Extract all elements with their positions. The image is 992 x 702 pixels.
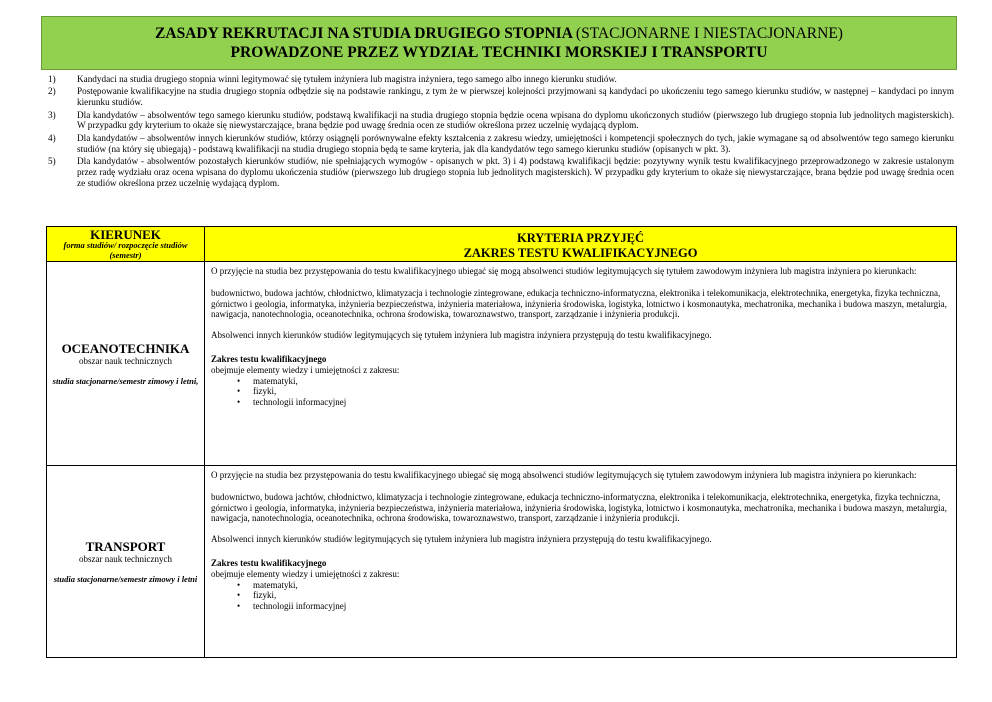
rule-number: 2) [48,86,56,97]
criteria-cell [205,262,957,466]
rule-text: Dla kandydatów - absolwentów pozostałych kierunków studiów, nie spełniających wymogów - opisanych w pkt. 3) i 4) podstawą kwalifikacji będzie: pozytywny wynik testu kwalifikacyjnego przeprowadzonego w zakresie ustalonym przez radę wydziału oraz ocena wpisana do dyplomu ukończenia studiów (pierwszego lub drugiego stopnia lub jednolitych magisterskich). W przypadku gdy kryterium to okaże się niewystarczające, brana będzie pod uwagę średnia ocen ze studiów określona przez uczelnię wydającą dyplom. [77,155,954,188]
zakres-title: Zakres testu kwalifikacyjnego [211,557,327,568]
rule-text: Kandydaci na studia drugiego stopnia winni legitymować się tytułem inżyniera lub magistra inżyniera, tego samego albo innego kierunku studiów. [77,74,617,84]
program-name: TRANSPORT [85,538,166,554]
kierunek-subheading: forma studiów/ rozpoczęcie studiów (semestr) [63,240,188,260]
criteria-cell [205,466,957,658]
rule-item [48,156,954,188]
table-header-kryteria [205,227,957,262]
header-title: ZASADY REKRUTACJI NA STUDIA DRUGIEGO STOPNIA [155,25,573,42]
program-area: obszar nauk technicznych [79,355,172,366]
table-header-row [47,227,957,262]
table-row [47,466,957,658]
rule-text: Postępowanie kwalifikacyjne na studia drugiego stopnia odbędzie się na podstawie rankingu, z tym że w pierwszej kolejności przyjmowani są kandydaci po ukończeniu tego samego kierunku studiów, w następnej – kandydaci po innym kierunku studiów. [77,86,954,108]
program-cell [47,466,205,658]
list-item: • fizyki, [237,590,950,601]
rule-number: 1) [48,74,56,84]
criteria-fields: budownictwo, budowa jachtów, chłodnictwo, klimatyzacja i technologie zintegrowane, edukacja techniczno-informatyczna, elektronika i telekomunikacja, elektrotechnika, energetyka, fizyka techniczna, górnictwo i geologia, informatyka, inżynieria bezpieczeństwa, inżynieria materiałowa, inżynieria środowiska, logistyka, lotnictwo i kosmonautyka, mechatronika, mechanika i budowa maszyn, metalurgia, nawigacja, nanotechnologia, oceanotechnika, ochrona środowiska, towaroznawstwo, transport, zarządzanie i inżynieria produkcji. [211,491,947,524]
header-title-note: (STACJONARNE I NIESTACJONARNE) [575,25,843,42]
zakres-heading: ZAKRES TESTU KWALIFIKACYJNEGO [463,246,698,260]
rule-number: 5) [48,155,56,166]
document-header [41,16,957,70]
program-mode: studia stacjonarne/semestr zimowy i letni [53,573,198,584]
zakres-list [211,376,950,408]
kierunek-heading: KIERUNEK [90,227,161,242]
rule-item [48,133,954,155]
criteria-others: Absolwenci innych kierunków studiów legitymujących się tytułem inżyniera lub magistra inżyniera przystępują do testu kwalifikacyjnego. [211,330,712,341]
table-header-kierunek [47,227,205,262]
rules-list [48,74,954,190]
program-cell [47,262,205,466]
rule-item [48,110,954,132]
rule-item [48,74,954,85]
list-item: • matematyki, [237,376,950,387]
kryteria-heading: KRYTERIA PRZYJĘĆ [516,231,644,245]
program-name: OCEANOTECHNIKA [61,340,190,356]
criteria-intro: O przyjęcie na studia bez przystępowania do testu kwalifikacyjnego ubiegać się mogą absolwenci studiów legitymujących się tytułem zawodowym inżyniera lub magistra inżyniera po kierunkach: [211,470,917,480]
list-item: • technologii informacyjnej [237,397,950,408]
rule-text: Dla kandydatów – absolwentów innych kierunków studiów, którzy osiągnęli porównywalne efekty kształcenia z zakresu wiedzy, umiejętności i kompetencji społecznych do tych, jakie wymagane są od absolwentów tego samego kierunku studiów (na który się ubiegają) - podstawą kwalifikacji na studia drugiego stopnia będą te same kryteria, jak dla kandydatów tego samego kierunku studiów (opisanych w pkt. 3). [77,132,954,154]
criteria-table [46,226,957,658]
criteria-others: Absolwenci innych kierunków studiów legitymujących się tytułem inżyniera lub magistra inżyniera przystępują do testu kwalifikacyjnego. [211,534,712,545]
header-line-1 [155,24,843,43]
criteria-fields: budownictwo, budowa jachtów, chłodnictwo, klimatyzacja i technologie zintegrowane, edukacja techniczno-informatyczna, elektronika i telekomunikacja, elektrotechnika, energetyka, fizyka techniczna, górnictwo i geologia, informatyka, inżynieria bezpieczeństwa, inżynieria materiałowa, inżynieria środowiska, logistyka, lotnictwo i kosmonautyka, mechatronika, mechanika i budowa maszyn, metalurgia, nawigacja, nanotechnologia, oceanotechnika, ochrona środowiska, towaroznawstwo, transport, zarządzanie i inżynieria produkcji. [211,287,947,320]
list-item: • technologii informacyjnej [237,601,950,612]
list-item: • fizyki, [237,386,950,397]
zakres-title: Zakres testu kwalifikacyjnego [211,353,327,364]
criteria-intro: O przyjęcie na studia bez przystępowania do testu kwalifikacyjnego ubiegać się mogą absolwenci studiów legitymujących się tytułem zawodowym inżyniera lub magistra inżyniera po kierunkach: [211,266,917,276]
program-area: obszar nauk technicznych [79,553,172,564]
rule-number: 4) [48,132,56,143]
rule-item [48,86,954,108]
zakres-intro: obejmuje elementy wiedzy i umiejętności z zakresu: [211,364,400,375]
rule-text: Dla kandydatów – absolwentów tego samego kierunku studiów, podstawą kwalifikacji na studia drugiego stopnia będzie ocena wpisana do dyplomu ukończonych studiów (pierwszego lub drugiego stopnia lub jednolitych magisterskich). W przypadku gdy kryterium to okaże się niewystarczające, brana będzie pod uwagę średnia ocen ze studiów określona przez uczelnię wydającą dyplom. [77,109,954,131]
header-line-2: PROWADZONE PRZEZ WYDZIAŁ TECHNIKI MORSKIEJ I TRANSPORTU [230,44,768,61]
program-mode: studia stacjonarne/semestr zimowy i letni, [52,375,199,386]
list-item: • matematyki, [237,580,950,591]
zakres-intro: obejmuje elementy wiedzy i umiejętności z zakresu: [211,568,400,579]
rule-number: 3) [48,109,56,120]
zakres-list [211,580,950,612]
table-row [47,262,957,466]
